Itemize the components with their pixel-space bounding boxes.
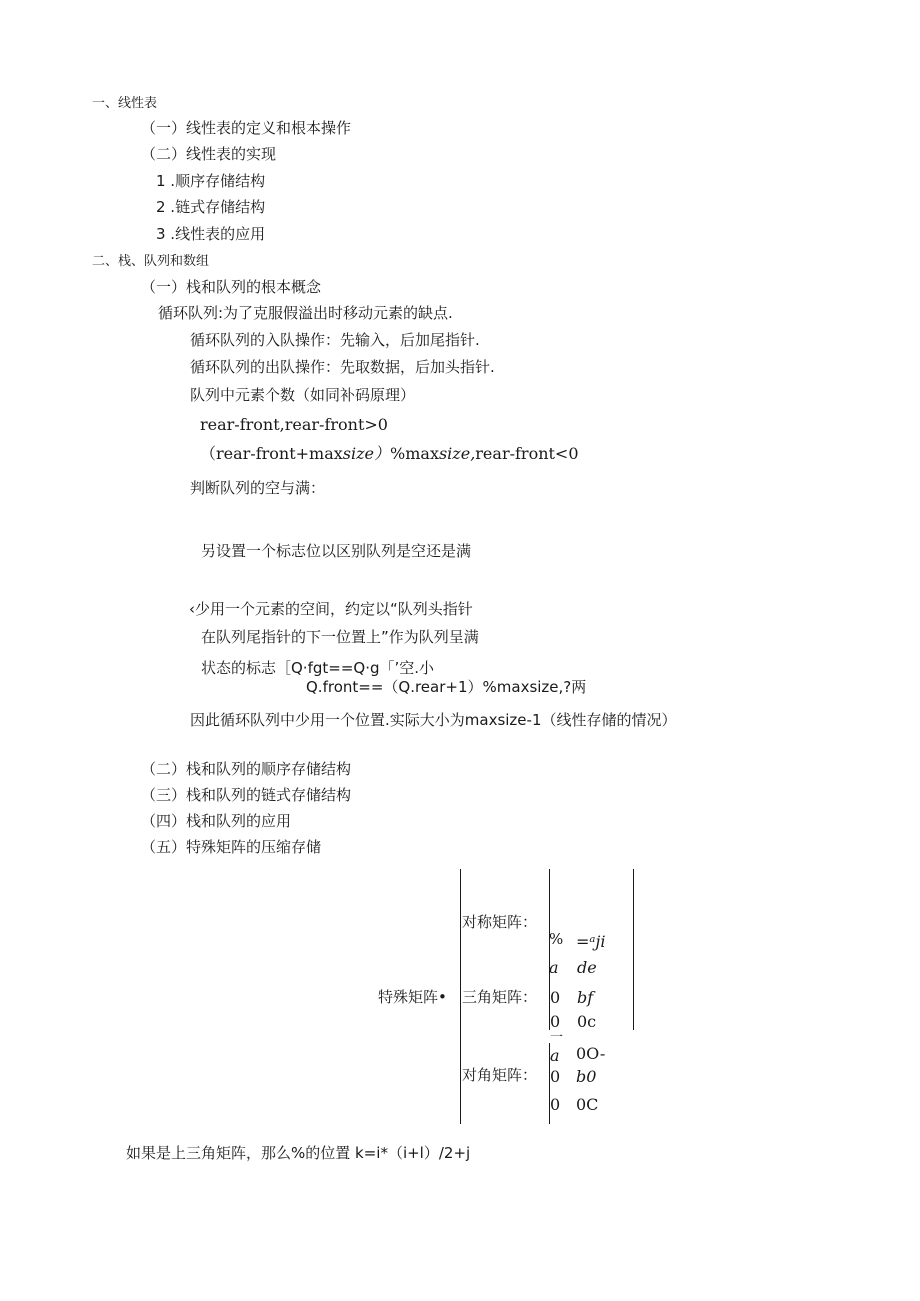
matrix-brace-line xyxy=(460,869,461,1124)
judge-empty-full: 判断队列的空与满： xyxy=(190,479,326,497)
subsection-2-2: （二）栈和队列的顺序存储结构 xyxy=(141,760,352,778)
matrix-cell: 0 xyxy=(550,988,561,1007)
circular-queue-definition: 循环队列:为了克服假溢出时移动元素的缺点. xyxy=(158,304,453,322)
matrix-cell: a xyxy=(550,1046,560,1065)
formula-part: %max xyxy=(390,444,439,463)
matrix-cell: b0 xyxy=(576,1067,597,1086)
list-item: 1 .顺序存储结构 xyxy=(156,172,266,190)
formula-part: size） xyxy=(342,444,391,463)
formula-positive: rear-front,rear-front>0 xyxy=(200,415,388,434)
matrix-cell: 0c xyxy=(577,1012,597,1031)
matrix-cell: 0O- xyxy=(576,1044,606,1063)
matrix-cell: % xyxy=(549,930,564,948)
matrix-cell: 0 xyxy=(550,1067,561,1086)
matrix-cell: =ᵃji xyxy=(576,932,606,951)
less-one-method-line-1: ‹少用一个元素的空间，约定以“队列头指针 xyxy=(189,600,473,618)
enqueue-note: 循环队列的入队操作：先输入，后加尾指针. xyxy=(190,331,480,349)
matrix-cell: 0C xyxy=(576,1095,599,1114)
section-1-title: 一、线性表 xyxy=(92,96,158,111)
subsection-2-5: （五）特殊矩阵的压缩存储 xyxy=(141,838,322,856)
subsection-2-4: （四）栈和队列的应用 xyxy=(141,812,292,830)
therefore-note: 因此循环队列中少用一个位置.实际大小为maxsize-1（线性存储的情况） xyxy=(190,711,677,729)
subsection-1-1: （一）线性表的定义和根本操作 xyxy=(141,119,352,137)
matrix-cell: a xyxy=(549,958,559,977)
special-matrix-label: 特殊矩阵• xyxy=(378,988,447,1006)
list-item: 2 .链式存储结构 xyxy=(156,198,266,216)
less-one-method-line-2: 在队列尾指针的下一位置上”作为队列呈满 xyxy=(201,628,479,646)
matrix-cell: 0 xyxy=(550,1012,561,1031)
formula-part: （rear-front+max xyxy=(200,444,343,463)
subsection-1-2: （二）线性表的实现 xyxy=(141,145,277,163)
subsection-2-1: （一）栈和队列的根本概念 xyxy=(141,278,322,296)
state-flag-line-2: Q.front==（Q.rear+1）%maxsize,?两 xyxy=(306,678,587,696)
diag-overbar: 一 xyxy=(550,1030,564,1045)
matrix-cell: 0 xyxy=(550,1095,561,1114)
state-flag-line-1: 状态的标志［Q·fgt==Q·g「’空.小 xyxy=(201,659,435,677)
dequeue-note: 循环队列的出队操作：先取数据，后加头指针. xyxy=(190,358,495,376)
flag-method: 另设置一个标志位以区别队列是空还是满 xyxy=(201,542,472,560)
matrix-cell: de xyxy=(577,958,597,977)
formula-part: rear-front<0 xyxy=(475,444,579,463)
upper-triangular-formula: 如果是上三角矩阵，那么%的位置 k=i*（i+l）/2+j xyxy=(126,1144,471,1162)
formula-negative xyxy=(200,446,579,462)
diagonal-matrix-label: 对角矩阵： xyxy=(462,1066,538,1084)
matrix-cell: bf xyxy=(577,988,594,1007)
subsection-2-3: （三）栈和队列的链式存储结构 xyxy=(141,786,352,804)
triangular-matrix-label: 三角矩阵： xyxy=(462,988,538,1006)
element-count-note: 队列中元素个数（如同补码原理） xyxy=(190,386,416,404)
formula-part: size, xyxy=(438,444,476,463)
list-item: 3 .线性表的应用 xyxy=(156,225,266,243)
section-2-title: 二、栈、队列和数组 xyxy=(92,254,210,269)
matrix-bracket-right xyxy=(633,869,634,1030)
symmetric-matrix-label: 对称矩阵： xyxy=(462,913,538,931)
